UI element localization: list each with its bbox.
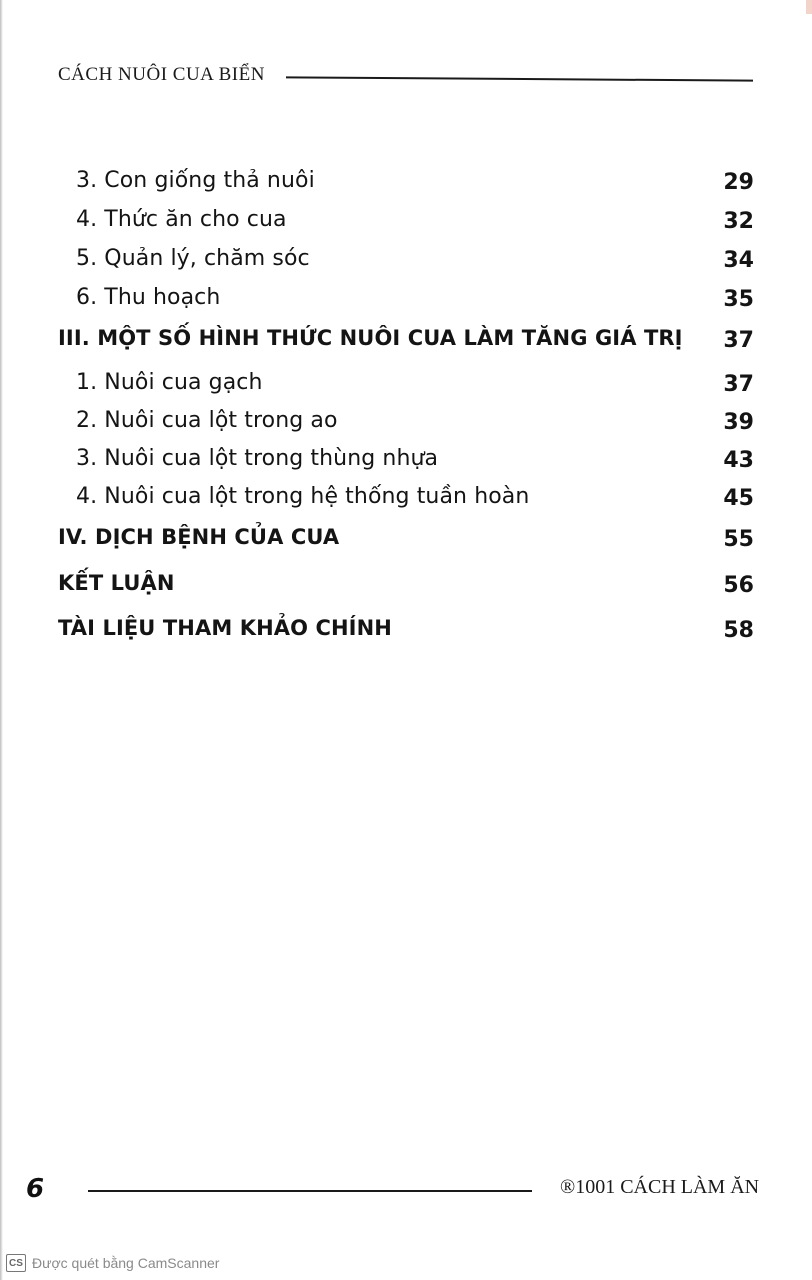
- toc-entry-page: 45: [723, 486, 754, 511]
- toc-entry-page: 35: [723, 287, 754, 312]
- toc-entry-page: 37: [723, 372, 754, 397]
- toc-entry-page: 32: [723, 209, 754, 234]
- toc-entry: [0, 446, 812, 480]
- toc-entry-label: 4. Nuôi cua lột trong hệ thống tuần hoàn: [76, 484, 530, 509]
- toc-entry: [0, 207, 812, 241]
- toc-entry-label: IV. DỊCH BỆNH CỦA CUA: [58, 525, 340, 549]
- toc-entry-label: III. MỘT SỐ HÌNH THỨC NUÔI CUA LÀM TĂNG GIÁ TRỊ: [58, 326, 683, 350]
- toc-section-heading: [0, 326, 812, 360]
- toc-entry: [0, 370, 812, 404]
- toc-entry-label: KẾT LUẬN: [58, 571, 175, 595]
- toc-entry-page: 43: [723, 448, 754, 473]
- toc-entry-label: 3. Con giống thả nuôi: [76, 168, 315, 193]
- toc-section-heading: [0, 525, 812, 559]
- toc-entry-page: 37: [723, 328, 754, 353]
- toc-entry: [0, 285, 812, 319]
- header-title: CÁCH NUÔI CUA BIỂN: [58, 64, 265, 85]
- toc-entry-label: 4. Thức ăn cho cua: [76, 207, 287, 232]
- scanner-text: Được quét bằng CamScanner: [32, 1255, 220, 1271]
- footer-rule: [88, 1190, 532, 1192]
- toc-entry-label: 1. Nuôi cua gạch: [76, 370, 263, 395]
- toc-entry: [0, 246, 812, 280]
- toc-entry-label: 3. Nuôi cua lột trong thùng nhựa: [76, 446, 439, 471]
- toc-entry-label: 6. Thu hoạch: [76, 285, 221, 310]
- toc-entry-page: 58: [723, 618, 754, 643]
- running-footer: [0, 1170, 812, 1210]
- toc-entry-label: 5. Quản lý, chăm sóc: [76, 246, 310, 271]
- toc-entry-page: 55: [723, 527, 754, 552]
- toc-entry-page: 39: [723, 410, 754, 435]
- toc-entry-page: 34: [723, 248, 754, 273]
- camscanner-logo-icon: CS: [6, 1254, 26, 1272]
- toc-entry: [0, 408, 812, 442]
- scanner-watermark: [6, 1253, 219, 1273]
- page-number: 6: [26, 1174, 45, 1204]
- toc-entry: [0, 484, 812, 518]
- toc-section-heading: [0, 616, 812, 650]
- toc-section-heading: [0, 571, 812, 605]
- toc-entry-label: 2. Nuôi cua lột trong ao: [76, 408, 338, 433]
- toc-entry-page: 56: [723, 573, 754, 598]
- toc-entry: [0, 168, 812, 202]
- toc-entry-page: 29: [723, 170, 754, 195]
- toc-entry-label: TÀI LIỆU THAM KHẢO CHÍNH: [58, 616, 392, 640]
- series-title: ®1001 CÁCH LÀM ĂN: [560, 1176, 760, 1198]
